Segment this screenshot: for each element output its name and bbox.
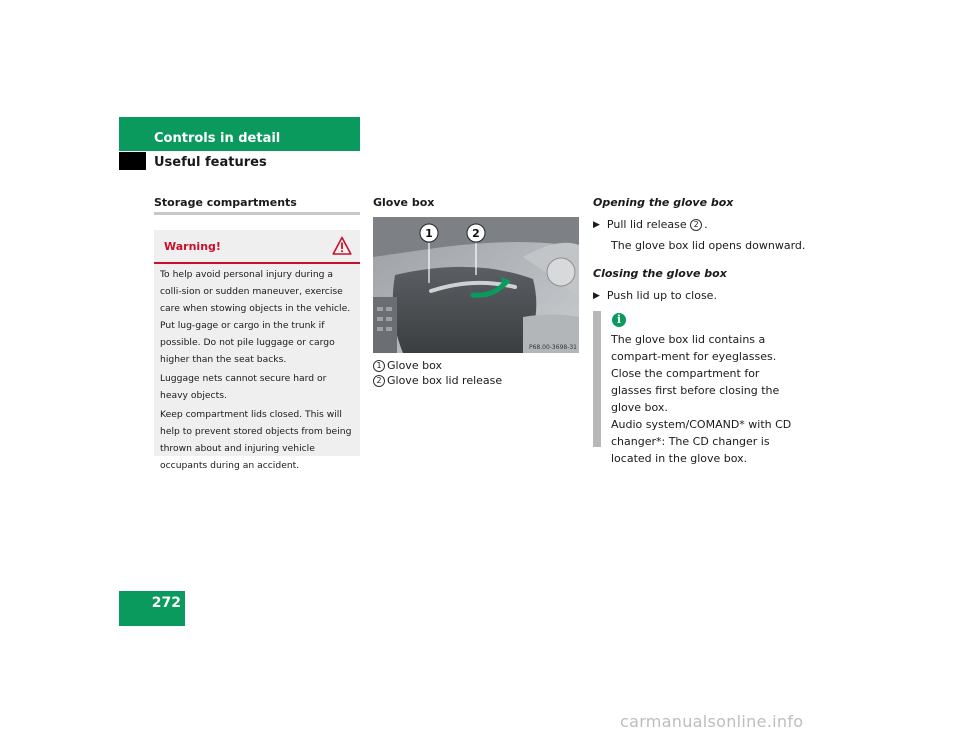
subsection-title: Useful features [154, 155, 267, 170]
warning-paragraph: To help avoid personal injury during a colli-sion or sudden maneuver, exercise care when stowing objects in the vehicle. Put lug-gage or cargo in the trunk if possible. Do not pile luggage or cargo higher than the seat backs. [160, 269, 351, 365]
closing-step-text: Push lid up to close. [606, 289, 717, 302]
svg-text:1: 1 [425, 227, 433, 240]
step-reference: 2 [690, 219, 702, 231]
info-sidebar [593, 311, 601, 447]
legend-item [373, 358, 502, 373]
header-tab [119, 152, 146, 170]
legend-text: Glove box [387, 359, 442, 372]
photo-code: P68.00-3698-31 [528, 344, 577, 351]
info-paragraph: Audio system/COMAND* with CD changer*: The CD changer is located in the glove box. [611, 418, 792, 465]
opening-heading: Opening the glove box [593, 196, 734, 209]
callout-1 [420, 224, 438, 242]
step-arrow-icon: ▶ [593, 219, 600, 230]
opening-result: The glove box lid opens downward. [611, 239, 806, 252]
heading-rule [154, 212, 360, 215]
storage-heading: Storage compartments [154, 196, 297, 209]
watermark: carmanualsonline.info [620, 712, 804, 731]
legend-number: 2 [373, 375, 385, 387]
warning-paragraph: Keep compartment lids closed. This will help to prevent stored objects from being thrown about and injuring vehicle occupants during an accident. [160, 409, 352, 471]
step-period: . [704, 218, 708, 231]
warning-title: Warning! [164, 240, 221, 253]
closing-heading: Closing the glove box [593, 267, 727, 280]
closing-step [593, 289, 717, 302]
opening-step-text: Pull lid release [606, 218, 687, 231]
section-title: Controls in detail [154, 131, 281, 146]
info-paragraph: The glove box lid contains a compart-ment for eyeglasses. [611, 333, 777, 363]
step-arrow-icon: ▶ [593, 290, 600, 301]
legend-text: Glove box lid release [387, 374, 503, 387]
legend-item [373, 373, 502, 388]
legend-number: 1 [373, 360, 385, 372]
callout-2 [467, 224, 485, 242]
warning-divider [154, 262, 360, 264]
warning-body [160, 266, 356, 476]
opening-step [593, 218, 708, 231]
info-body [611, 331, 803, 467]
info-icon: i [612, 313, 626, 327]
page-number: 272 [151, 595, 181, 611]
warning-triangle-icon [332, 236, 352, 256]
glovebox-heading: Glove box [373, 196, 435, 209]
warning-paragraph: Luggage nets cannot secure hard or heavy objects. [160, 373, 327, 401]
info-paragraph: Close the compartment for glasses first before closing the glove box. [611, 367, 780, 414]
photo-legend [373, 358, 502, 388]
glovebox-photo [373, 217, 579, 353]
svg-text:2: 2 [472, 227, 480, 240]
